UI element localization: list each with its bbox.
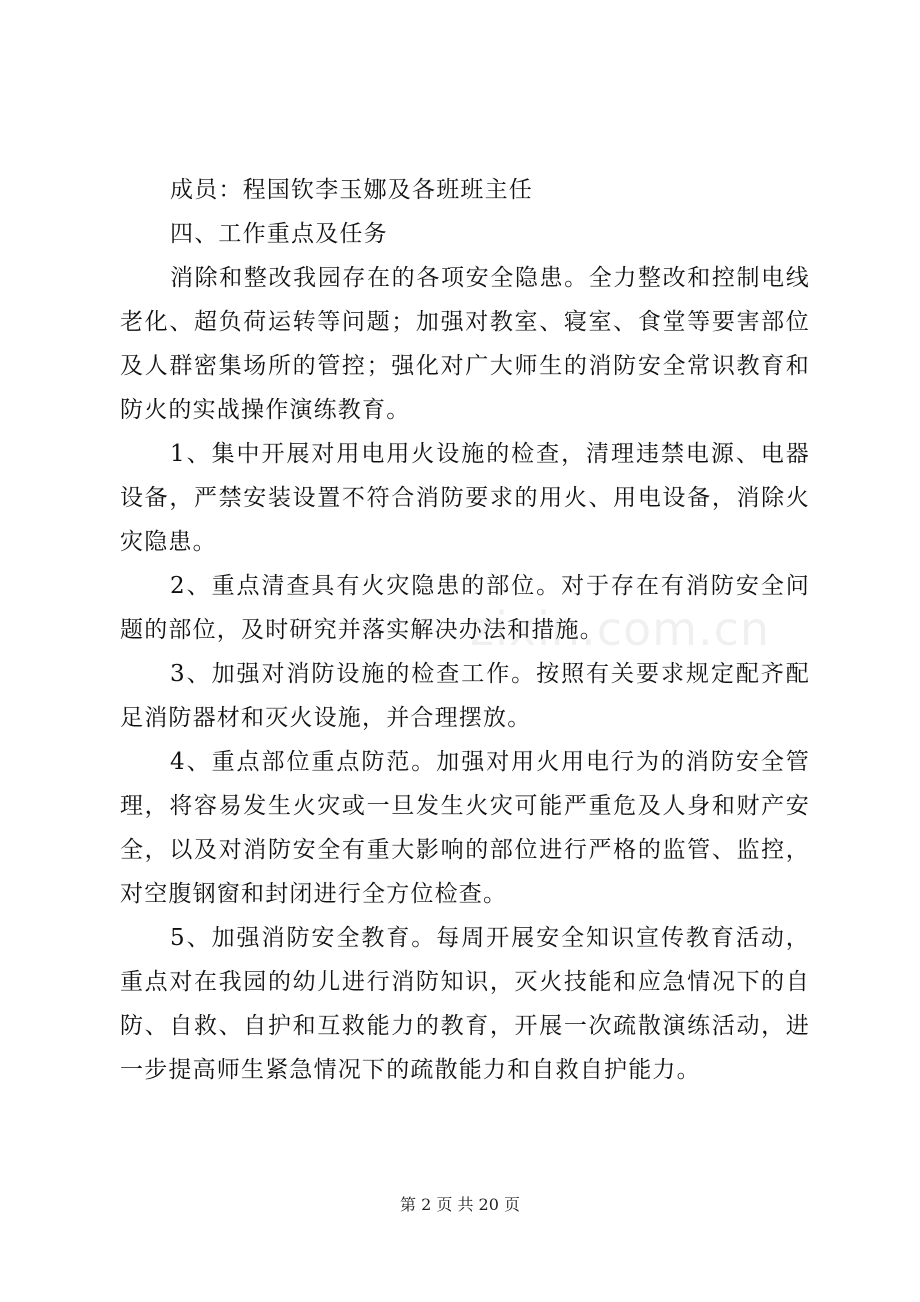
watermark: zixin.com.cn xyxy=(470,602,771,656)
paragraph-item-5: 5、加强消防安全教育。每周开展安全知识宣传教育活动，重点对在我园的幼儿进行消防知识，灭火技能和应急情况下的自防、自救、自护和互救能力的教育，开展一次疏散演练活动，进一步提高师生紧急情况下的疏散能力和自救自护能力。 xyxy=(120,925,810,1083)
paragraph-intro: 消除和整改我园存在的各项安全隐患。全力整改和控制电线老化、超负荷运转等问题；加强对教室、寝室、食堂等要害部位及人群密集场所的管控；强化对广大师生的消防安全常识教育和防火的实战操作演练教育。 xyxy=(120,265,810,423)
page-footer: 第 2 页 共 20 页 xyxy=(400,1195,520,1214)
paragraph-item-3: 3、加强对消防设施的检查工作。按照有关要求规定配齐配足消防器材和灭火设施，并合理摆放。 xyxy=(120,661,810,731)
paragraph-item-1: 1、集中开展对用电用火设施的检查，清理违禁电源、电器设备，严禁安装设置不符合消防要求的用火、用电设备，消除火灾隐患。 xyxy=(120,441,810,555)
section-heading: 四、工作重点及任务 xyxy=(170,221,388,247)
paragraph-item-2: 2、重点清查具有火灾隐患的部位。对于存在有消防安全问题的部位，及时研究并落实解决办法和措施。 xyxy=(120,573,810,643)
paragraph-item-4: 4、重点部位重点防范。加强对用火用电行为的消防安全管理，将容易发生火灾或一旦发生火灾可能严重危及人身和财产安全，以及对消防安全有重大影响的部位进行严格的监管、监控，对空腹钢窗和封闭进行全方位检查。 xyxy=(120,749,810,907)
paragraph-members: 成员：程国钦李玉娜及各班班主任 xyxy=(170,177,533,203)
document-body xyxy=(120,168,810,1092)
